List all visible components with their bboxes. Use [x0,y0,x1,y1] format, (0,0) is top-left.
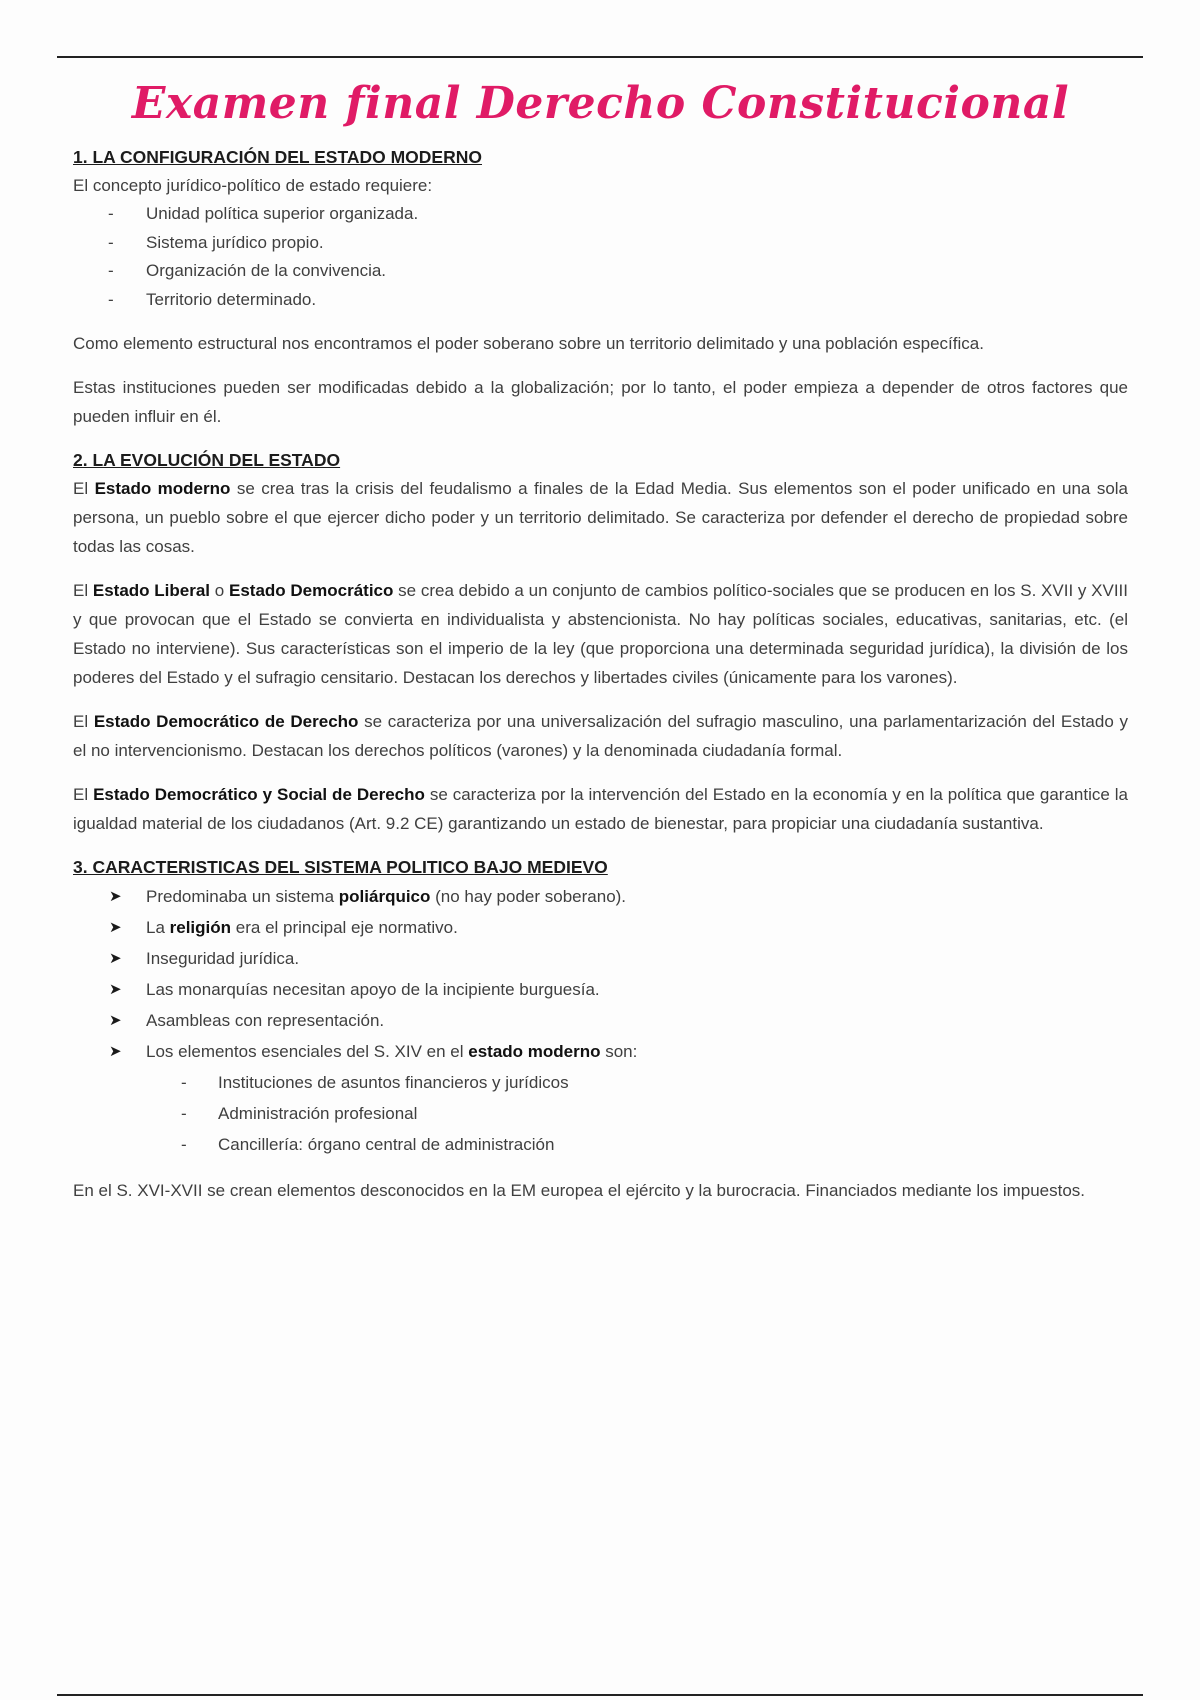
arrow-bullet-icon: ➤ [109,1012,122,1029]
list-item: ➤ Los elementos esenciales del S. XIV en el estado moderno son: [73,1036,1128,1067]
list-item: - Territorio determinado. [108,289,317,309]
arrow-bullet-icon: ➤ [109,919,122,936]
section-1-list [73,200,1128,314]
section-1 [73,143,1128,431]
arrow-bullet-icon: ➤ [109,950,122,967]
list-item: - Organización de la convivencia. [108,261,387,280]
list-item: - Sistema jurídico propio. [108,232,324,252]
list-item: ➤ Las monarquías necesitan apoyo de la incipiente burguesía. [73,974,1128,1005]
list-item: - Instituciones de asuntos financieros y jurídicos [181,1073,569,1092]
section-3 [73,853,1128,1205]
section-2 [73,446,1128,838]
section-3-final-paragraph: En el S. XVI-XVII se crean elementos desconocidos en la EM europea el ejército y la burocracia. Financiados mediante los impuestos. [73,1181,1086,1200]
section-2-heading: 2. LA EVOLUCIÓN DEL ESTADO [73,450,341,470]
document-title: Examen final Derecho Constitucional [131,78,1070,129]
section-1-paragraph-1: Como elemento estructural nos encontramos el poder soberano sobre un territorio delimitado y una población específica. [73,334,984,353]
section-3-sublist [73,1067,1128,1160]
arrow-bullet-icon: ➤ [109,1043,122,1060]
list-item: ➤ Predominaba un sistema poliárquico (no hay poder soberano). [73,881,1128,912]
section-2-paragraph-3: El Estado Democrático de Derecho se caracteriza por una universalización del sufragio masculino, una parlamentarización del Estado y el no intervencionismo. Destacan los derechos políticos (varones) y la denominada ciudadanía formal. [73,712,1128,760]
document-page [73,70,1128,1205]
section-2-paragraph-1: El Estado moderno se crea tras la crisis del feudalismo a finales de la Edad Media. Sus elementos son el poder unificado en una sola persona, un pueblo sobre el que ejercer dicho poder y un territorio delimitado. Se caracteriza por defender el derecho de propiedad sobre todas las cosas. [73,479,1129,556]
section-3-list [73,881,1128,1067]
arrow-bullet-icon: ➤ [109,981,122,998]
list-item: - Administración profesional [181,1104,418,1123]
section-1-heading: 1. LA CONFIGURACIÓN DEL ESTADO MODERNO [73,147,482,167]
bottom-rule [57,1694,1143,1696]
top-rule [57,56,1143,58]
list-item: ➤ La religión era el principal eje normativo. [73,912,1128,943]
arrow-bullet-icon: ➤ [109,888,122,905]
section-1-paragraph-2: Estas instituciones pueden ser modificadas debido a la globalización; por lo tanto, el poder empieza a depender de otros factores que pueden influir en él. [73,378,1128,426]
list-item: ➤ Inseguridad jurídica. [73,943,1128,974]
section-2-paragraph-2: El Estado Liberal o Estado Democrático se crea debido a un conjunto de cambios político-sociales que se producen en los S. XVII y XVIII y que provocan que el Estado se convierta en individualista y abstencionista. No hay políticas sociales, educativas, sanitarias, etc. (el Estado no interviene). Sus características son el imperio de la ley (que proporciona una determinada seguridad jurídica), la división de los poderes del Estado y el sufragio censitario. Destacan los derechos y libertades civiles (únicamente para los varones). [73,581,1129,687]
list-item: ➤ Asambleas con representación. [73,1005,1128,1036]
section-3-heading: 3. CARACTERISTICAS DEL SISTEMA POLITICO BAJO MEDIEVO [73,857,608,877]
list-item: - Cancillería: órgano central de administración [181,1135,555,1154]
section-2-paragraph-4: El Estado Democrático y Social de Derecho se caracteriza por la intervención del Estado en la economía y en la política que garantice la igualdad material de los ciudadanos (Art. 9.2 CE) garantizando un estado de bienestar, para propiciar una ciudadanía sustantiva. [73,785,1128,833]
section-1-intro: El concepto jurídico-político de estado requiere: [73,176,433,195]
list-item: - Unidad política superior organizada. [108,204,419,223]
